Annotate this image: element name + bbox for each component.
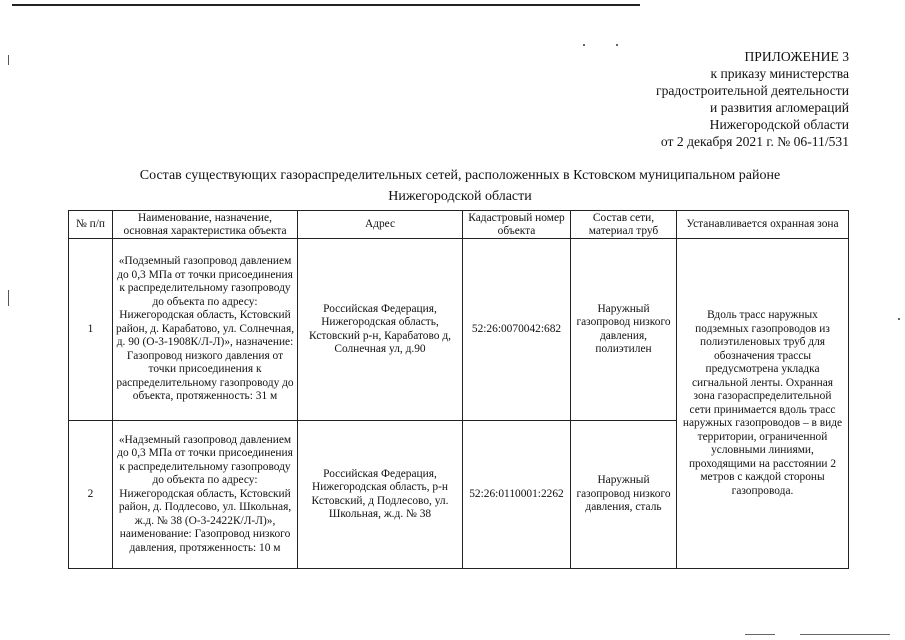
appendix-title: ПРИЛОЖЕНИЕ 3 <box>744 49 849 64</box>
cell-address: Российская Федерация, Нижегородская область, Кстовский р-н, Карабатово д, Солнечная ул, д.90 <box>298 239 463 421</box>
header-composition: Состав сети, материал труб <box>571 211 677 239</box>
cell-cadastral: 52:26:0110001:2262 <box>463 421 571 569</box>
cell-zone: Вдоль трасс наружных подземных газопроводов из полиэтиленовых труб для обозначения трассы предусмотрена укладка сигнальной ленты. Охранная зона газораспределительной сети принимается вдоль трасс наружных газопроводов – в виде территории, ограниченной условными линиями, проходящими на расстоянии 2 метров с каждой стороны газопровода. <box>677 239 849 569</box>
scan-dot <box>616 44 618 46</box>
cell-num: 1 <box>69 239 113 421</box>
gas-network-table <box>68 210 849 569</box>
header-cadastral: Кадастровый номер объекта <box>463 211 571 239</box>
appendix-line: градостроительной деятельности <box>656 83 849 98</box>
cell-cadastral: 52:26:0070042:682 <box>463 239 571 421</box>
cell-name: «Подземный газопровод давлением до 0,3 МПа от точки присоединения к распределительному газопроводу до объекта по адресу: Нижегородская область, Кстовский район, д. Карабатово, ул. Солнечная, д. 90 (О-3-1908К/Л-Л)», назначение: Газопровод низкого давления от точки присоединения к распределительному газопроводу до объекта, протяженность: 31 м <box>113 239 298 421</box>
table-header-row <box>69 211 849 239</box>
appendix-header <box>656 48 849 150</box>
scan-bottom-rule <box>800 634 890 635</box>
cell-composition: Наружный газопровод низкого давления, полиэтилен <box>571 239 677 421</box>
appendix-line: и развития агломераций <box>710 100 849 115</box>
document-title-line: Нижегородской области <box>388 189 532 204</box>
cell-num: 2 <box>69 421 113 569</box>
header-name: Наименование, назначение, основная характеристика объекта <box>113 211 298 239</box>
scan-top-rule <box>12 4 640 6</box>
scan-left-tick <box>8 55 9 65</box>
document-title <box>60 165 860 207</box>
appendix-order-date: от 2 декабря 2021 г. № 06-11/531 <box>660 134 849 149</box>
cell-composition: Наружный газопровод низкого давления, сталь <box>571 421 677 569</box>
header-num: № п/п <box>69 211 113 239</box>
table-row <box>69 239 849 421</box>
cell-name: «Надземный газопровод давлением до 0,3 МПа от точки присоединения к распределительному газопроводу до объекта по адресу: Нижегородская область, Кстовский район, д. Подлесово, ул. Школьная, ж.д. № 38 (О-3-2422К/Л-Л)», наименование: Газопровод низкого давления, протяженность: 10 м <box>113 421 298 569</box>
appendix-line: к приказу министерства <box>710 66 849 81</box>
document-title-line: Состав существующих газораспределительных сетей, расположенных в Кстовском муниципальном районе <box>139 168 781 183</box>
scan-bottom-rule <box>745 634 775 635</box>
scan-dot <box>583 44 585 46</box>
header-address: Адрес <box>298 211 463 239</box>
appendix-line: Нижегородской области <box>709 117 849 132</box>
scan-dot <box>898 318 900 320</box>
cell-address: Российская Федерация, Нижегородская область, р-н Кстовский, д Подлесово, ул. Школьная, ж.д. № 38 <box>298 421 463 569</box>
header-zone: Устанавливается охранная зона <box>677 211 849 239</box>
scan-left-tick <box>8 290 9 306</box>
